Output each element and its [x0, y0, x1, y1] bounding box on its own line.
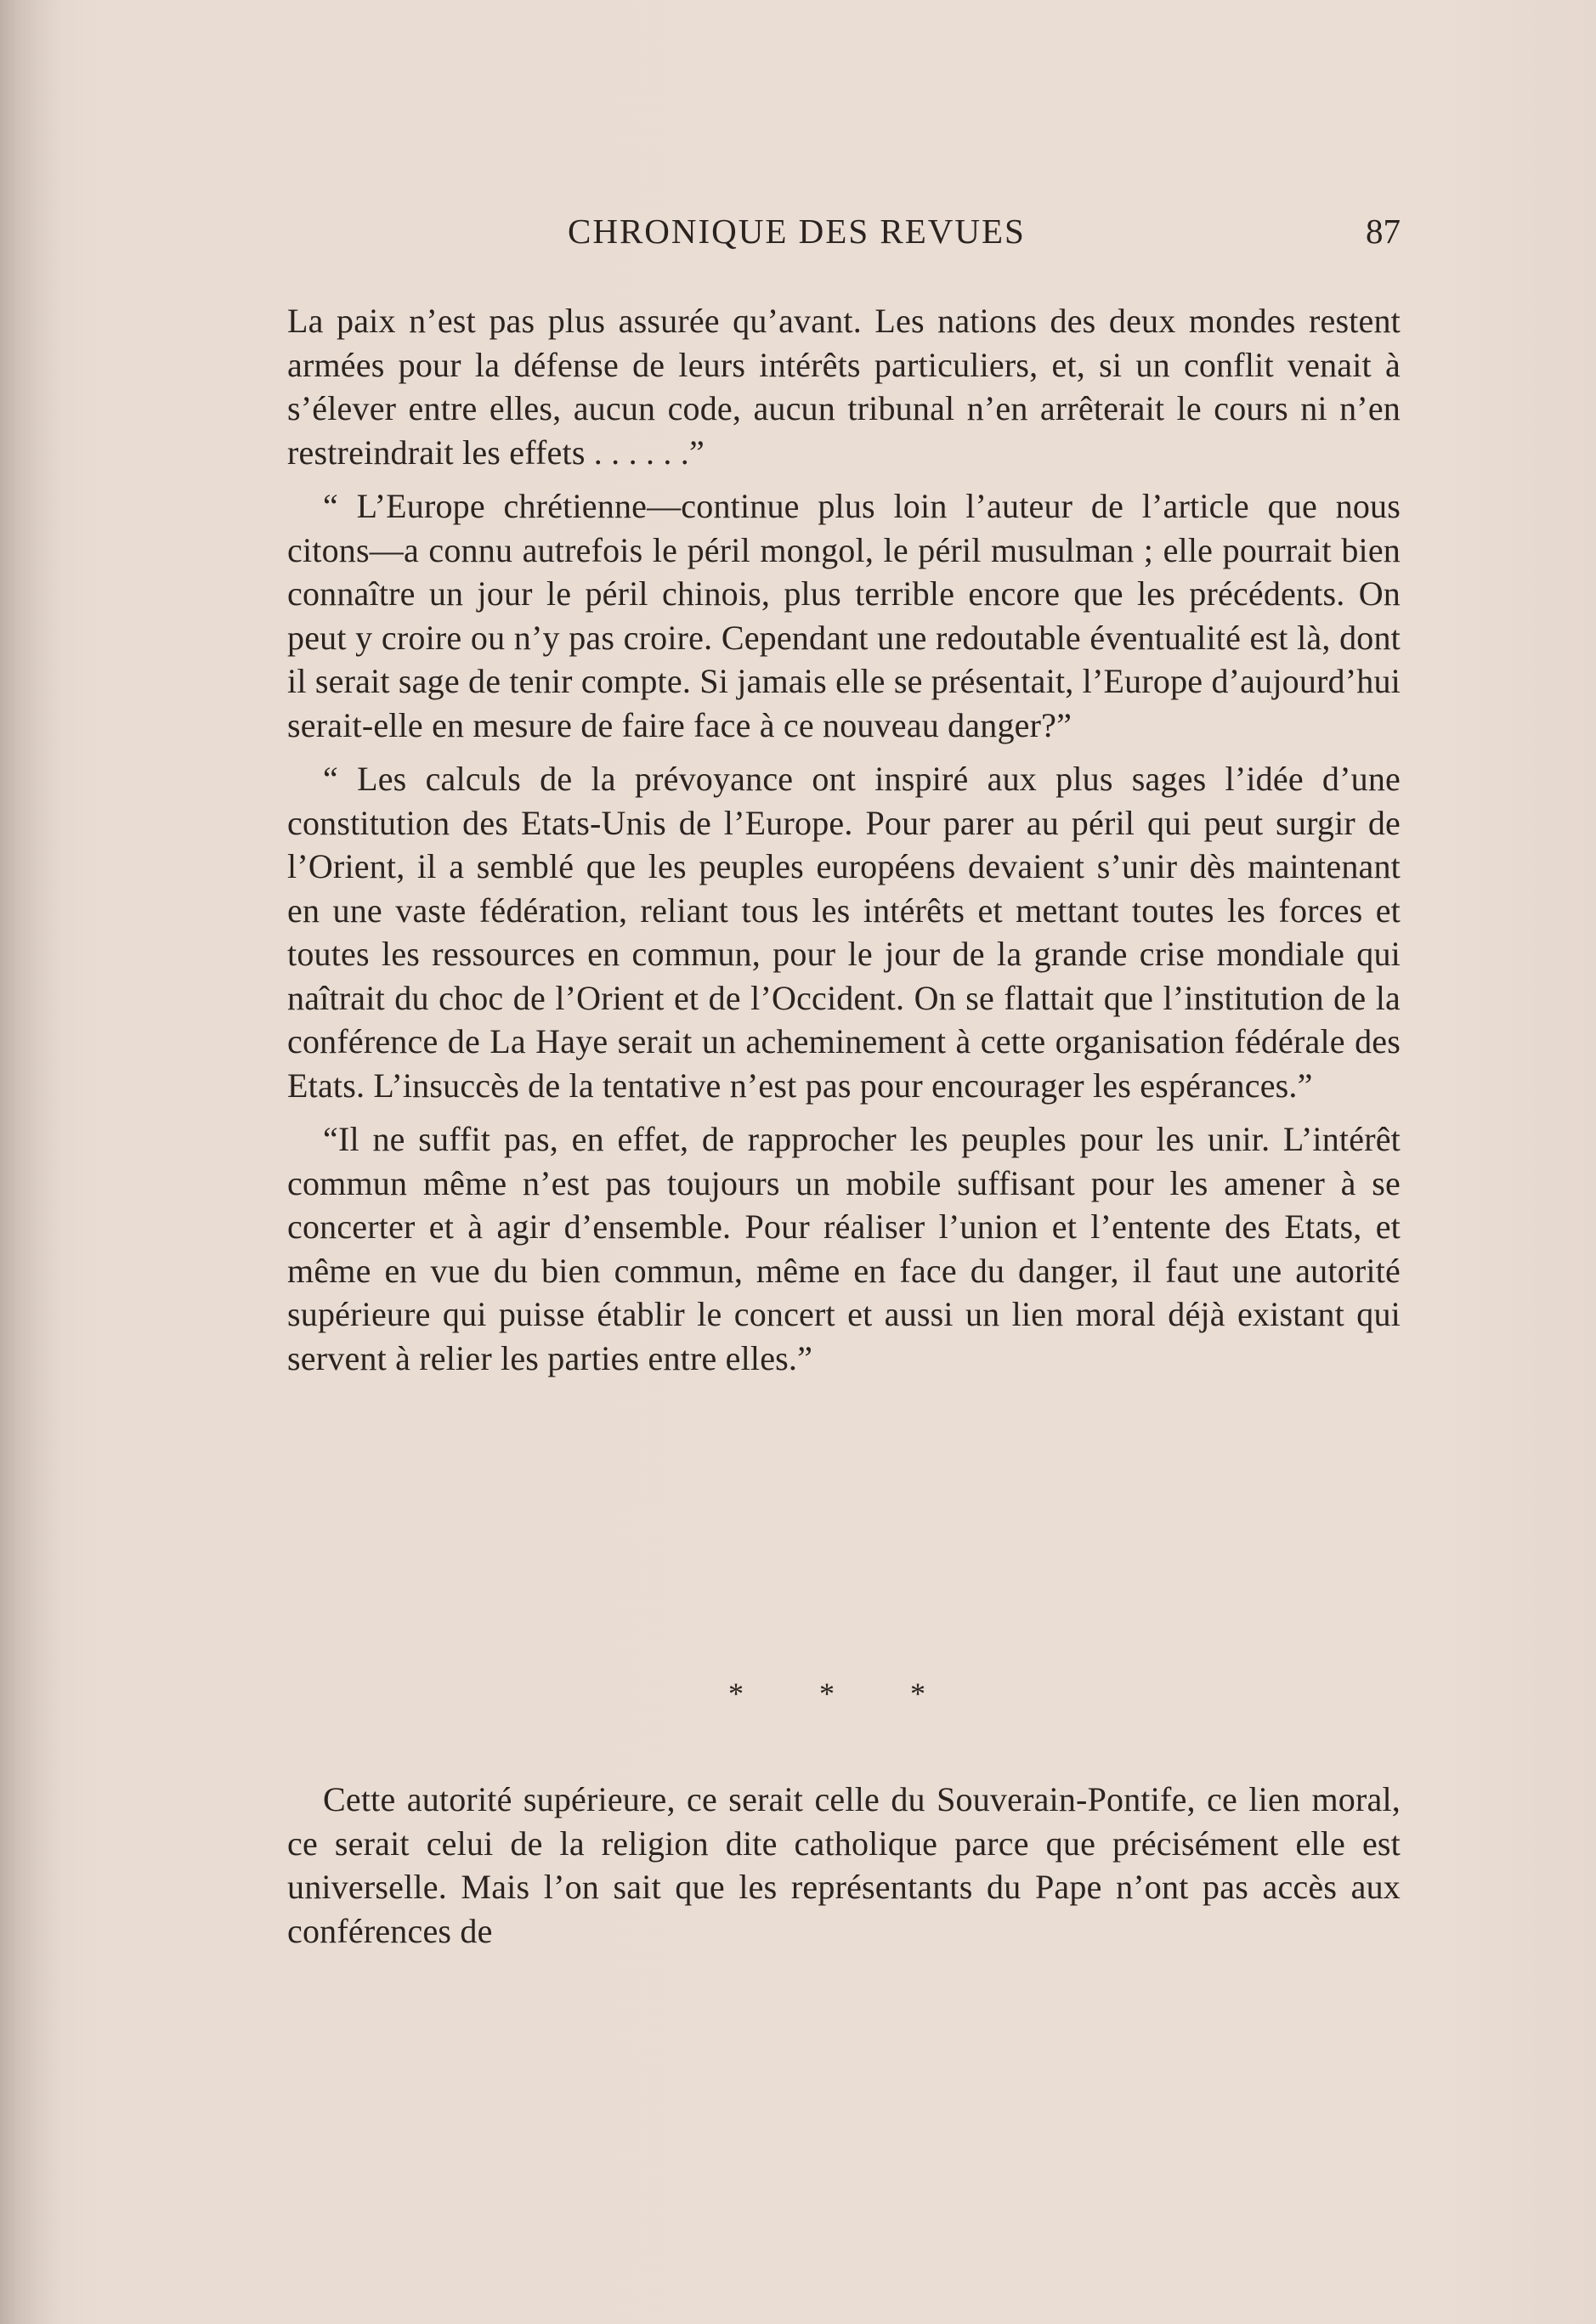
final-paragraph-block	[287, 1778, 1401, 1953]
paragraph-5: Cette autorité supérieure, ce serait celle du Souverain-Pontife, ce lien moral, ce serait celui de la religion dite catholique parce que précisément elle est universelle. Mais l’on sait que les représentants du Pape n’ont pas accès aux conférences de	[287, 1780, 1401, 1950]
paragraph-3: “ Les calculs de la prévoyance ont inspiré aux plus sages l’idée d’une constitution des Etats-Unis de l’Europe. Pour parer au péril qui peut surgir de l’Orient, il a semblé que les peuples européens devaient s’unir dès maintenant en une vaste fédération, reliant tous les intérêts et mettant toutes les forces et toutes les ressources en commun, pour le jour de la grande crise mondiale qui naîtrait du choc de l’Orient et de l’Occident. On se flattait que l’institution de la conférence de La Haye serait un acheminement à cette organisation fédérale des Etats. L’insuccès de la tentative n’est pas pour encourager les espérances.”	[287, 760, 1401, 1105]
paragraph-4: “Il ne suffit pas, en effet, de rapprocher les peuples pour les unir. L’intérêt commun même n’est pas toujours un mobile suffisant pour les amener à se concerter et à agir d’ensemble. Pour réaliser l’union et l’entente des Etats, et même en vue du bien commun, même en face du danger, il faut une autorité supérieure qui puisse établir le concert et aussi un lien moral déjà existant qui servent à relier les parties entre elles.”	[287, 1120, 1401, 1377]
binding-shadow	[0, 0, 59, 2324]
paragraph-1: La paix n’est pas plus assurée qu’avant. Les nations des deux mondes restent armées pour la défense de leurs intérêts particuliers, et, si un conflit venait à s’élever entre elles, aucun code, aucun tribunal n’en arrêterait le cours ni n’en restreindrait les effets . . . . . .”	[287, 302, 1401, 472]
running-title: CHRONIQUE DES REVUES	[568, 212, 1026, 251]
page-header	[287, 211, 1401, 255]
page-number: 87	[1366, 212, 1401, 251]
section-separator: * * *	[728, 1677, 959, 1710]
body-text	[287, 299, 1401, 1380]
paragraph-2: “ L’Europe chrétienne—continue plus loin l’auteur de l’article que nous citons—a connu autrefois le péril mongol, le péril musulman ; elle pourrait bien connaître un jour le péril chinois, plus terrible encore que les précédents. On peut y croire ou n’y pas croire. Cependant une redoutable éventualité est là, dont il serait sage de tenir compte. Si jamais elle se présentait, l’Europe d’aujourd’hui serait-elle en mesure de faire face à ce nouveau danger?”	[287, 487, 1401, 744]
